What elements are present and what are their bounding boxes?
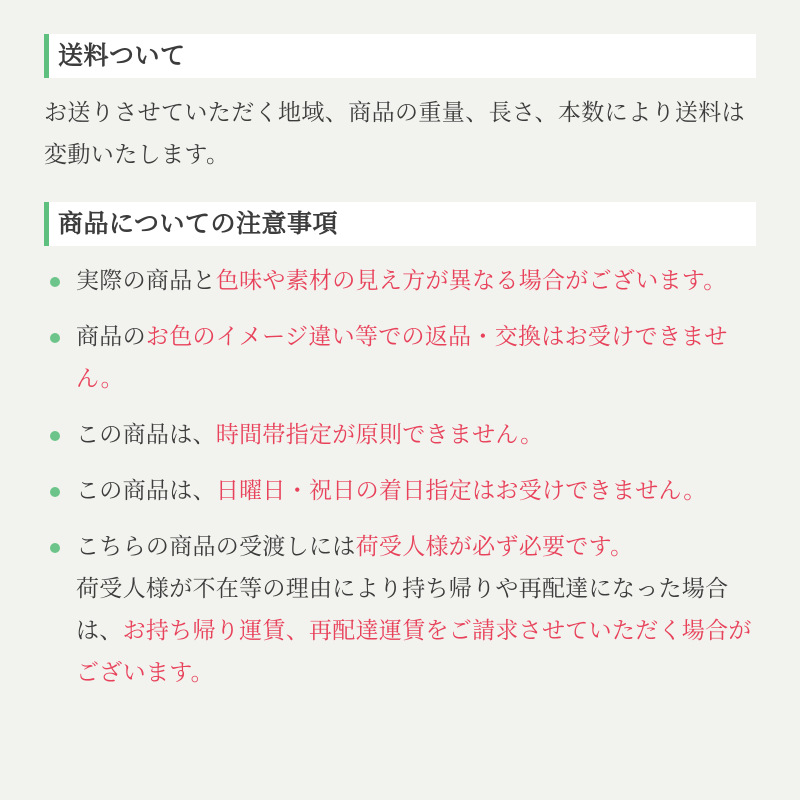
note-text-highlight: 荷受人様が必ず必要です。 xyxy=(355,534,634,560)
note-text-plain: この商品は、 xyxy=(76,478,216,504)
note-text-plain: 商品の xyxy=(76,324,146,350)
note-text-highlight: 時間帯指定が原則できません。 xyxy=(215,422,544,448)
shipping-paragraph: お送りさせていただく地域、商品の重量、長さ、本数により送料は変動いたします。 xyxy=(44,100,746,168)
notes-section-heading: 商品についての注意事項 xyxy=(44,202,756,246)
note-text-highlight: 色味や素材の見え方が異なる場合がございます。 xyxy=(215,268,727,294)
list-item xyxy=(44,316,756,400)
note-text-plain: こちらの商品の受渡しには xyxy=(76,534,356,560)
notes-list xyxy=(44,260,756,694)
list-item xyxy=(44,260,756,302)
note-text-plain: この商品は、 xyxy=(76,422,216,448)
note-text-highlight: 日曜日・祝日の着日指定はお受けできません。 xyxy=(215,478,707,504)
note-text-plain: 実際の商品と xyxy=(76,268,216,294)
note-subtext xyxy=(76,568,756,694)
note-subtext-plain: 荷受人様が不在等の理由により持ち帰りや再配達になった場合は、 xyxy=(76,576,729,644)
list-item xyxy=(44,414,756,456)
list-item xyxy=(44,526,756,694)
shipping-section-heading: 送料ついて xyxy=(44,34,756,78)
note-subtext-highlight: お持ち帰り運賃、再配達運賃をご請求させていただく場合がございます。 xyxy=(76,618,752,686)
list-item xyxy=(44,470,756,512)
note-text-highlight: お色のイメージ違い等での返品・交換はお受けできません。 xyxy=(76,324,728,392)
